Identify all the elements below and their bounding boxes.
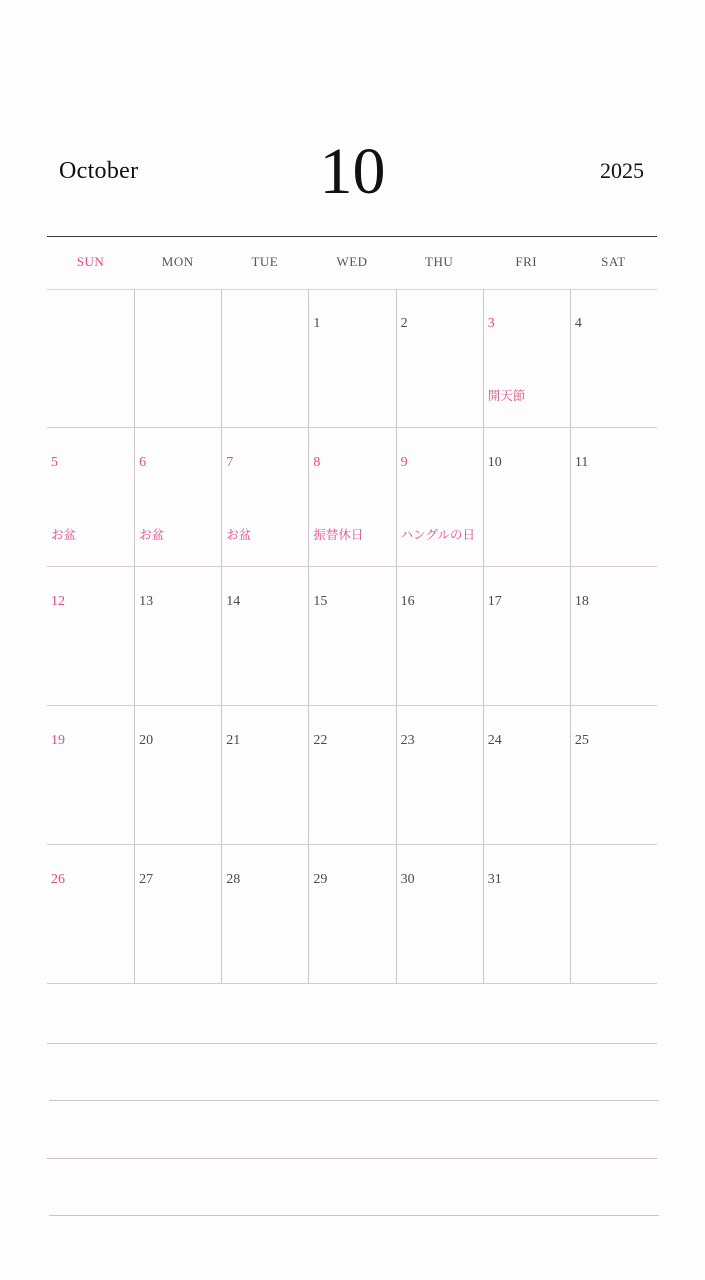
weekday-sun: SUN	[76, 254, 105, 269]
empty-day-cell	[47, 289, 134, 428]
day-number: 13	[139, 594, 154, 609]
header-rule	[47, 236, 657, 237]
day-number: 17	[487, 594, 502, 609]
day-number: 26	[51, 872, 65, 887]
note-line	[47, 1043, 657, 1044]
weekday-tue: TUE	[251, 254, 279, 269]
day-number: 1	[313, 316, 321, 331]
note-line	[47, 1158, 657, 1159]
weekday-thu: THU	[425, 254, 454, 269]
holiday-label: お盆	[226, 528, 252, 542]
day-cell-1[interactable]	[308, 289, 395, 428]
holiday-label: お盆	[51, 528, 77, 542]
day-number: 15	[313, 594, 328, 609]
day-number: 2	[400, 316, 408, 331]
day-number: 14	[226, 594, 241, 609]
day-cell-5[interactable]	[47, 428, 134, 567]
day-number: 12	[51, 594, 65, 609]
day-number: 24	[487, 733, 502, 748]
day-number: 22	[313, 733, 328, 748]
day-cell-28[interactable]	[221, 845, 308, 984]
day-number: 19	[51, 733, 65, 748]
day-cell-27[interactable]	[134, 845, 221, 984]
weekday-sat: SAT	[601, 254, 626, 269]
day-cell-9[interactable]	[396, 428, 483, 567]
day-number: 11	[574, 455, 589, 470]
day-number: 18	[574, 594, 589, 609]
day-number: 16	[400, 594, 415, 609]
day-cell-10[interactable]	[483, 428, 570, 567]
day-number: 3	[487, 316, 495, 331]
day-cell-18[interactable]	[570, 567, 657, 706]
day-cell-19[interactable]	[47, 706, 134, 845]
day-cell-11[interactable]	[570, 428, 657, 567]
day-cell-24[interactable]	[483, 706, 570, 845]
day-number: 31	[487, 872, 502, 887]
empty-day-cell	[134, 289, 221, 428]
day-cell-7[interactable]	[221, 428, 308, 567]
note-line	[49, 1215, 659, 1216]
holiday-label: 振替休日	[313, 528, 364, 542]
empty-day-cell	[570, 845, 657, 984]
weekday-header	[47, 254, 657, 272]
day-number: 27	[139, 872, 154, 887]
day-number: 23	[400, 733, 415, 748]
day-cell-20[interactable]	[134, 706, 221, 845]
day-cell-22[interactable]	[308, 706, 395, 845]
day-cell-6[interactable]	[134, 428, 221, 567]
weekday-wed: WED	[336, 254, 368, 269]
weekday-mon: MON	[161, 254, 194, 269]
year: 2025	[600, 158, 644, 183]
day-cell-30[interactable]	[396, 845, 483, 984]
day-number: 25	[574, 733, 589, 748]
day-number: 4	[574, 316, 582, 331]
day-cell-31[interactable]	[483, 845, 570, 984]
note-line	[49, 1100, 659, 1101]
day-cell-8[interactable]	[308, 428, 395, 567]
day-cell-16[interactable]	[396, 567, 483, 706]
day-number: 10	[487, 455, 502, 470]
day-number: 30	[400, 872, 415, 887]
day-cell-23[interactable]	[396, 706, 483, 845]
day-number: 5	[51, 455, 58, 470]
weekday-fri: FRI	[515, 254, 538, 269]
day-number: 20	[139, 733, 154, 748]
day-cell-26[interactable]	[47, 845, 134, 984]
day-cell-17[interactable]	[483, 567, 570, 706]
day-number: 7	[226, 455, 234, 470]
holiday-label: お盆	[139, 528, 165, 542]
day-number: 9	[400, 455, 408, 470]
empty-day-cell	[221, 289, 308, 428]
day-cell-15[interactable]	[308, 567, 395, 706]
holiday-label: 開天節	[487, 389, 526, 403]
day-cell-4[interactable]	[570, 289, 657, 428]
day-cell-2[interactable]	[396, 289, 483, 428]
calendar-grid	[47, 289, 657, 984]
month-name: October	[59, 158, 139, 184]
day-cell-25[interactable]	[570, 706, 657, 845]
day-number: 8	[313, 455, 321, 470]
day-cell-13[interactable]	[134, 567, 221, 706]
day-number: 28	[226, 872, 241, 887]
day-cell-21[interactable]	[221, 706, 308, 845]
day-cell-12[interactable]	[47, 567, 134, 706]
day-cell-14[interactable]	[221, 567, 308, 706]
day-number: 29	[313, 872, 328, 887]
month-number: 10	[319, 135, 386, 208]
day-number: 6	[139, 455, 147, 470]
day-cell-29[interactable]	[308, 845, 395, 984]
day-number: 21	[226, 733, 241, 748]
holiday-label: ハングルの日	[400, 528, 475, 542]
day-cell-3[interactable]	[483, 289, 570, 428]
